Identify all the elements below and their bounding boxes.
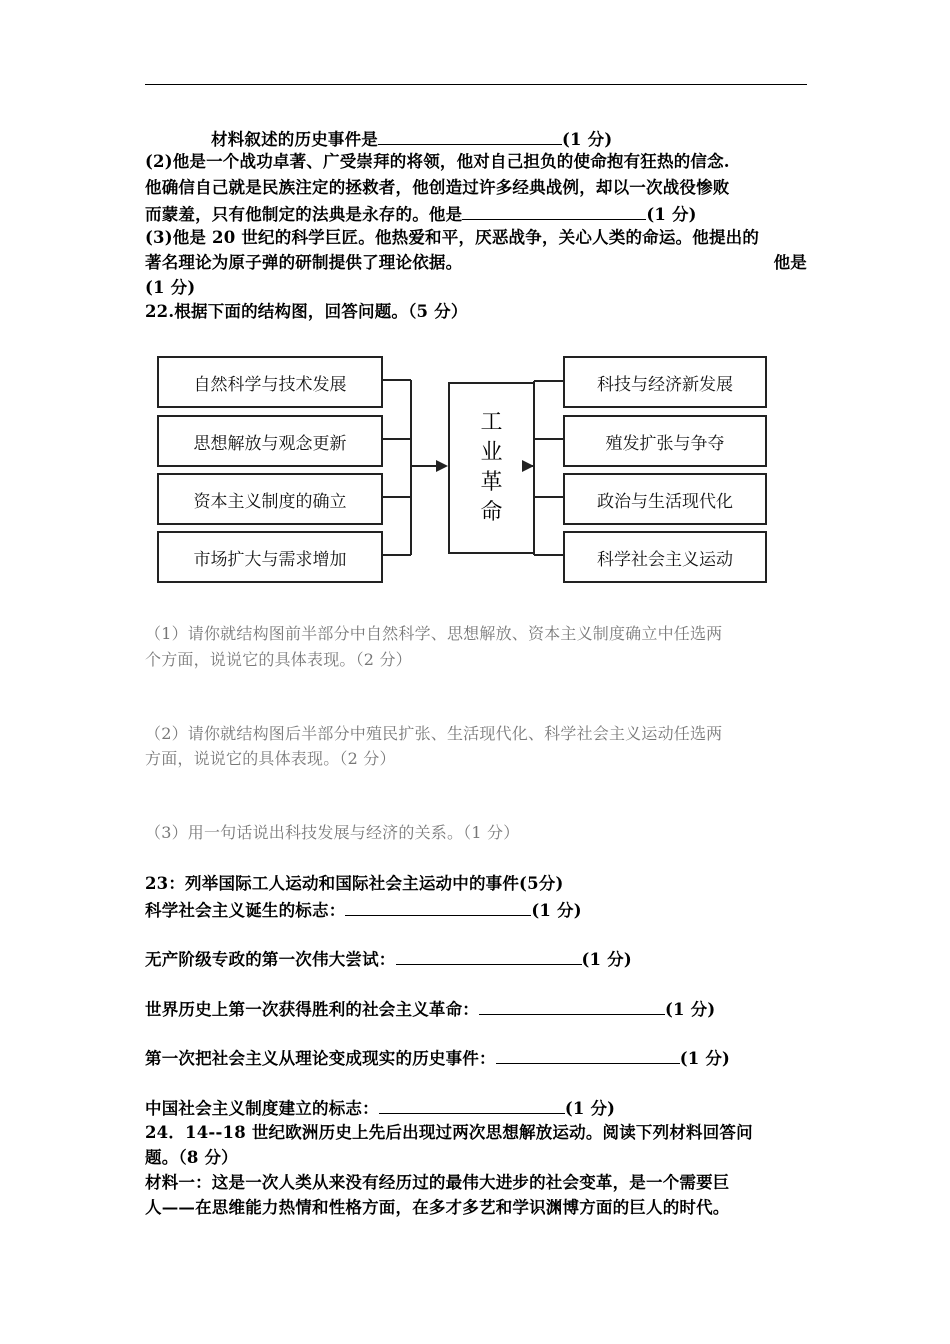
q24-material-line2: 人——在思维能力热情和性格方面，在多才多艺和学识渊博方面的巨人的时代。: [145, 1198, 730, 1217]
q22-sub2-line2: 方面，说说它的具体表现。（2 分）: [145, 749, 396, 768]
diagram-right-box-1-label: 科技与经济新发展: [597, 374, 733, 395]
diagram-left-box-1-label: 自然科学与技术发展: [193, 374, 347, 395]
answer-blank[interactable]: [345, 898, 531, 916]
q21-item3-line1: (3)他是 20 世纪的科学巨匠。他热爱和平，厌恶战争，关心人类的命运。他提出的: [145, 228, 760, 247]
diagram-right-box-4-label: 科学社会主义运动: [597, 549, 733, 570]
diagram-center-char-1: 工: [480, 410, 503, 435]
q23-item-5: [145, 1096, 807, 1120]
diagram-center-char-3: 革: [480, 470, 503, 495]
answer-blank[interactable]: [396, 947, 582, 965]
q23-item-3-prompt: 世界历史上第一次获得胜利的社会主义革命：: [145, 1000, 479, 1019]
diagram-right-box-3-label: 政治与生活现代化: [597, 491, 733, 512]
answer-blank[interactable]: [479, 997, 665, 1015]
diagram-right-box-3: [563, 473, 767, 525]
q22-sub2-line1: （2）请你就结构图后半部分中殖民扩张、生活现代化、科学社会主义运动任选两: [145, 724, 723, 743]
q23-item-5-prompt: 中国社会主义制度建立的标志：: [145, 1099, 379, 1118]
diagram-center-box: [448, 382, 535, 554]
q23-item-2: [145, 947, 807, 971]
q23-item-1: [145, 898, 807, 922]
q22-sub3: （3）用一句话说出科技发展与经济的关系。（1 分）: [145, 823, 520, 842]
q21-item1-score: (1 分): [562, 130, 613, 149]
diagram-left-box-3: [157, 473, 383, 525]
diagram-left-box-2: [157, 415, 383, 467]
diagram-left-box-3-label: 资本主义制度的确立: [193, 491, 347, 512]
q23-item-2-prompt: 无产阶级专政的第一次伟大尝试：: [145, 950, 396, 969]
q21-item2-line1: (2)他是一个战功卓著、广受崇拜的将领，他对自己担负的使命抱有狂热的信念.: [145, 152, 730, 171]
q22-sub1-line2: 个方面，说说它的具体表现。（2 分）: [145, 650, 412, 669]
answer-blank[interactable]: [379, 1096, 565, 1114]
diagram-left-box-4-label: 市场扩大与需求增加: [193, 549, 347, 570]
q21-item2-score: (1 分): [646, 205, 697, 224]
diagram-right-box-1: [563, 356, 767, 408]
answer-blank[interactable]: [496, 1046, 680, 1064]
q23-item-4-prompt: 第一次把社会主义从理论变成现实的历史事件：: [145, 1049, 496, 1068]
diagram-center-char-2: 业: [480, 440, 503, 465]
q23-item-2-score: (1 分): [581, 950, 632, 969]
diagram-left-box-4: [157, 531, 383, 583]
q23-item-4-score: (1 分): [679, 1049, 731, 1068]
diagram-right-box-2-label: 殖发扩张与争夺: [605, 433, 725, 454]
diagram-right-box-2: [563, 415, 767, 467]
q21-item3-text: 著名理论为原子弹的研制提供了理论依据。: [145, 253, 463, 272]
q24-material-line1: 材料一：这是一次人类从来没有经历过的最伟大进步的社会变革，是一个需要巨: [145, 1173, 730, 1192]
diagram-left-box-2-label: 思想解放与观念更新: [193, 433, 347, 454]
q21-item3-score: (1 分): [145, 278, 196, 297]
q23-title: 23：列举国际工人运动和国际社会主运动中的事件(5分): [145, 874, 564, 893]
q21-item2-line2: 他确信自己就是民族注定的拯救者，他创造过许多经典战例，却以一次战役惨败: [145, 178, 730, 197]
q23-item-1-score: (1 分): [531, 901, 582, 920]
diagram-left-box-1: [157, 356, 383, 408]
q21-item2-text: 而蒙羞，只有他制定的法典是永存的。他是: [145, 205, 463, 224]
q21-item1-prompt: 材料叙述的历史事件是: [211, 130, 378, 149]
q24-line2: 题。（8 分）: [145, 1148, 238, 1167]
q23-item-1-prompt: 科学社会主义诞生的标志：: [145, 901, 346, 920]
q22-title: 22.根据下面的结构图，回答问题。（5 分）: [145, 302, 468, 321]
q23-item-3-score: (1 分): [665, 1000, 716, 1019]
diagram-right-box-4: [563, 531, 767, 583]
q21-item3-tail: 他是: [773, 253, 807, 272]
q23-item-5-score: (1 分): [564, 1099, 616, 1118]
q23-item-4: [145, 1046, 807, 1070]
q23-item-3: [145, 997, 807, 1021]
q24-line1: 24．14--18 世纪欧洲历史上先后出现过两次思想解放运动。阅读下列材料回答问: [145, 1123, 753, 1142]
q22-sub1-line1: （1）请你就结构图前半部分中自然科学、思想解放、资本主义制度确立中任选两: [145, 624, 723, 643]
diagram-center-char-4: 命: [480, 500, 503, 525]
